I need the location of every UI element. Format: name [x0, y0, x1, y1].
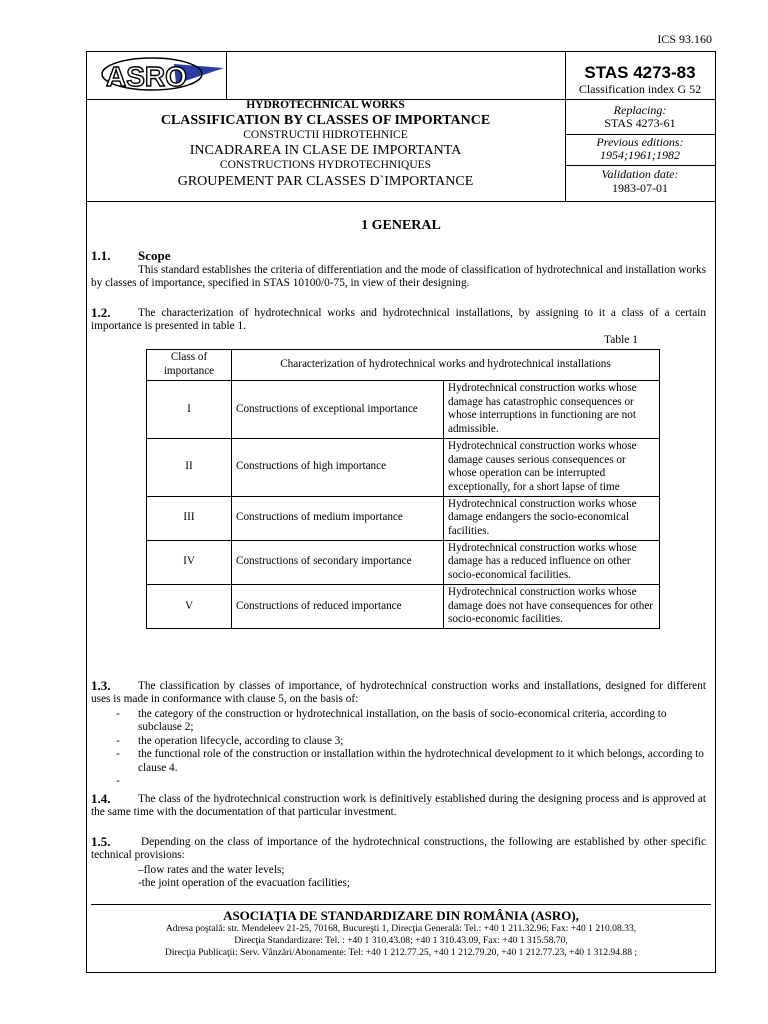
row-class: III	[147, 496, 232, 540]
row-class: I	[147, 381, 232, 439]
footer-org: ASOCIAŢIA DE STANDARDIZARE DIN ROMÂNIA (ASRO),	[223, 908, 579, 923]
title-ro-small: CONSTRUCTII HIDROTEHNICE	[243, 129, 408, 141]
table-row	[147, 584, 660, 628]
validation-date-value: 1983-07-01	[612, 181, 668, 195]
footer-rule	[91, 904, 711, 905]
row-name: Constructions of high importance	[232, 438, 444, 496]
row-description: Hydrotechnical construction works whose damage endangers the socio-economical facilities.	[444, 496, 660, 540]
replacing-value: STAS 4273-61	[604, 116, 676, 130]
ics-code: ICS 93.160	[657, 32, 712, 46]
p11-number: 1.1.	[91, 248, 111, 263]
row-description: Hydrotechnical construction works whose damage has catastrophic consequences or whose interruptions in functioning are not admissible.	[444, 381, 660, 439]
replacing-label: Replacing:	[613, 103, 667, 117]
list-item: –flow rates and the water levels;	[138, 864, 285, 876]
title-fr-small: CONSTRUCTIONS HYDROTECHNIQUES	[219, 159, 432, 171]
classification-table	[146, 349, 660, 629]
row-class: V	[147, 584, 232, 628]
footer-publications: Direcţia Publicaţii: Serv. Vânzări/Abonamente: Tel: +40 1 212.77.25, +40 1 212.79.20, +40 1 212.77.23, +40 1 312.94.88 ;	[164, 947, 638, 958]
header-class: Class of importance	[147, 350, 232, 381]
list-item: - the operation lifecycle, according to clause 3;	[116, 734, 344, 747]
footer-address: Adresa poştală: str. Mendeleev 21-25, 70168, Bucureşti 1, Direcţia Generală: Tel.: +40 1 211.32.96; Fax: +40 1 210.08.33,	[165, 923, 637, 934]
row-name: Constructions of secondary importance	[232, 540, 444, 584]
classification-index: Classification index G 52	[578, 82, 702, 96]
p12-number: 1.2.	[91, 305, 111, 320]
logo-text: ASRO	[106, 61, 187, 92]
logo-divider	[226, 52, 227, 99]
table-header-row	[147, 350, 660, 381]
p13-text: The classification by classes of importance, of hydrotechnical construction works and installations, designed for different uses is made in conformance with clause 5, on the basis of:	[91, 680, 706, 706]
table-row	[147, 540, 660, 584]
row-class: IV	[147, 540, 232, 584]
p11-text: This standard establishes the criteria of differentiation and the mode of classification of hydrotechnical and installation works by classes of importance, specified in STAS 10100/0-75, in view of their designing.	[91, 264, 706, 290]
header-characterization: Characterization of hydrotechnical works and hydrotechnical installations	[232, 350, 660, 381]
list-item: -	[116, 775, 120, 788]
standard-code: STAS 4273-83	[584, 63, 696, 82]
p14-number: 1.4.	[91, 791, 111, 806]
p11-title: Scope	[138, 248, 171, 263]
previous-editions-label: Previous editions:	[596, 135, 684, 149]
side-divider-2	[565, 165, 715, 166]
table-caption: Table 1	[604, 334, 639, 346]
row-class: II	[147, 438, 232, 496]
list-item: - the category of the construction or hydrotechnical installation, on the basis of socio-economical criteria, according to subclause 2;	[116, 708, 667, 734]
title-divider	[87, 201, 715, 202]
p15-list	[138, 864, 350, 891]
row-description: Hydrotechnical construction works whose damage has a reduced influence on other socio-economical facilities.	[444, 540, 660, 584]
row-description: Hydrotechnical construction works whose damage causes serious consequences or whose operation can be interrupted exceptionally, for a short lapse of time	[444, 438, 660, 496]
row-name: Constructions of reduced importance	[232, 584, 444, 628]
p12-text: The characterization of hydrotechnical works and hydrotechnical installations, by assigning to it a class of a certain importance is presented in table 1.	[91, 307, 706, 333]
footer-standardization: Direcţia Standardizare: Tel. : +40 1 310.43.08; +40 1 310.43.09, Fax: +40 1 315.58.70,	[234, 935, 568, 946]
row-name: Constructions of exceptional importance	[232, 381, 444, 439]
title-ro-big: INCADRAREA IN CLASE DE IMPORTANTA	[189, 143, 462, 158]
list-item: -the joint operation of the evacuation facilities;	[138, 877, 351, 890]
p15-number: 1.5.	[91, 834, 111, 849]
p13-number: 1.3.	[91, 678, 111, 693]
p15-text: Depending on the class of importance of the hydrotechnical constructions, the following are established by other specific technical provisions:	[91, 836, 706, 862]
row-name: Constructions of medium importance	[232, 496, 444, 540]
asro-logo	[96, 54, 226, 98]
title-en-big: CLASSIFICATION BY CLASSES OF IMPORTANCE	[160, 113, 491, 128]
list-item: - the functional role of the construction or installation within the hydrotechnical development to it which belongs, according to clause 4.	[116, 748, 704, 774]
section-heading: 1 GENERAL	[361, 218, 441, 233]
p13-list	[116, 708, 706, 788]
table-row	[147, 496, 660, 540]
table-row	[147, 381, 660, 439]
row-description: Hydrotechnical construction works whose damage does not have consequences for other socio-economic facilities.	[444, 584, 660, 628]
title-en-small: HYDROTECHNICAL WORKS	[246, 99, 405, 111]
p14-text: The class of the hydrotechnical construction work is definitively established during the designing process and is approved at the same time with the documentation of that particular investment.	[91, 793, 706, 819]
validation-date-label: Validation date:	[601, 167, 679, 181]
table-row	[147, 438, 660, 496]
title-fr-big: GROUPEMENT PAR CLASSES D`IMPORTANCE	[177, 174, 474, 189]
previous-editions-value: 1954;1961;1982	[600, 148, 680, 162]
